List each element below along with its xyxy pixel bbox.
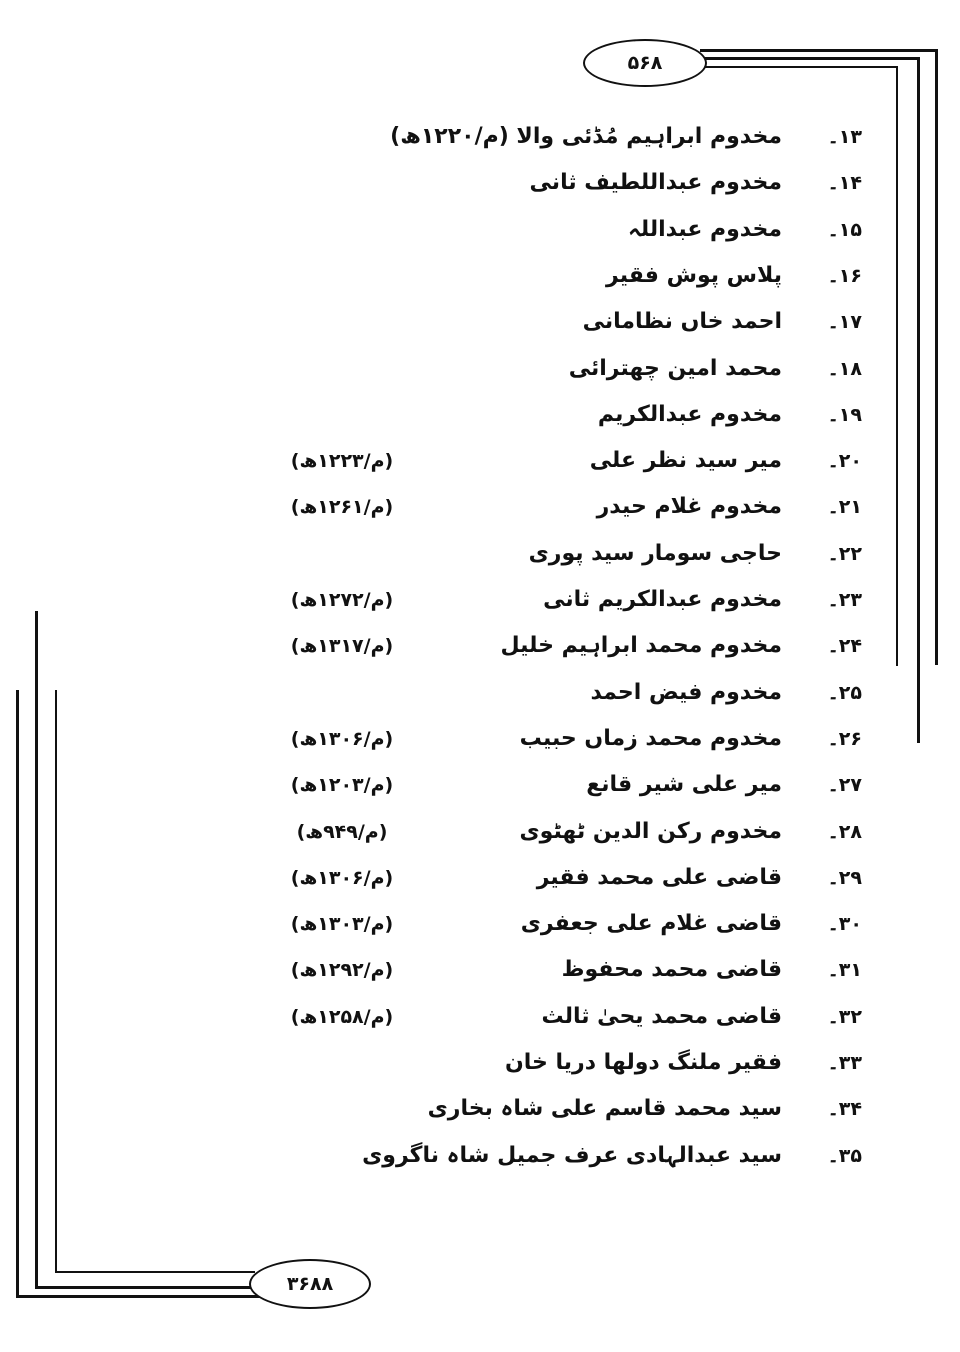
list-item [0, 716, 960, 762]
entry-name: مخدوم عبداللطیف ثانی [529, 170, 782, 195]
list-item [0, 207, 960, 253]
entry-number: ۲۱۔ [827, 496, 862, 518]
header-page-number-text: ۵۶۸ [627, 52, 663, 74]
entry-number: ۱۸۔ [827, 358, 862, 380]
list-item [0, 577, 960, 623]
entry-date: (م/۱۳۰۶ھ) [290, 728, 394, 750]
entry-number: ۱۹۔ [827, 404, 862, 426]
list-item [0, 160, 960, 206]
list-item [0, 253, 960, 299]
entry-number: ۳۱۔ [827, 959, 862, 981]
entry-name: مخدوم ابراہیم مُڈئی والا (م/۱۲۲۰ھ) [390, 124, 782, 149]
list-item [0, 114, 960, 160]
entry-number: ۳۴۔ [827, 1098, 862, 1120]
entry-date: (م/۱۲۰۳ھ) [290, 774, 394, 796]
entry-date: (م/۱۲۷۲ھ) [290, 589, 394, 611]
list-item [0, 531, 960, 577]
list-item [0, 438, 960, 484]
entry-name: فقیر ملنگ دولھا دریا خان [504, 1050, 782, 1075]
list-item [0, 670, 960, 716]
list-item [0, 392, 960, 438]
entry-date: (م/۱۲۶۱ھ) [290, 496, 394, 518]
entry-number: ۲۸۔ [827, 821, 862, 843]
entry-name: محمد امین چھترائی [568, 356, 782, 381]
entry-name: مخدوم عبدالکریم [597, 402, 782, 427]
list-item [0, 901, 960, 947]
entry-name: مخدوم محمد ابراہیم خلیل [500, 633, 782, 658]
entry-name: مخدوم محمد زماں حبیب [519, 726, 782, 751]
entry-number: ۲۴۔ [827, 635, 862, 657]
entry-name: قاضی علی محمد فقیر [536, 865, 782, 890]
entry-number: ۲۳۔ [827, 589, 862, 611]
entry-name: میر علی شیر قانع [586, 772, 782, 797]
list-item [0, 855, 960, 901]
footer-page-number-text: ۳۶۸۸ [286, 1273, 334, 1295]
entry-name: سید محمد قاسم علی شاہ بخاری [427, 1096, 782, 1121]
entry-name: سید عبدالہادی عرف جمیل شاہ ناگروی [362, 1143, 782, 1168]
entry-name: قاضی غلام علی جعفری [520, 911, 782, 936]
entry-number: ۲۵۔ [827, 682, 862, 704]
entry-number: ۳۳۔ [827, 1052, 862, 1074]
entry-name: مخدوم عبدالکریم ثانی [543, 587, 782, 612]
entry-name: قاضی محمد یحیٰ ثالث [541, 1004, 782, 1029]
entry-name: قاضی محمد محفوظ [561, 957, 782, 982]
entry-name: مخدوم رکن الدین ٹھٹوی [519, 819, 782, 844]
entry-date: (م/۱۲۲۳ھ) [290, 450, 394, 472]
entry-name: مخدوم فیض احمد [590, 680, 782, 705]
list-item [0, 1086, 960, 1132]
entry-name: احمد خاں نظامانی [582, 309, 782, 334]
list-item [0, 1040, 960, 1086]
entry-date: (م/۱۳۱۷ھ) [290, 635, 394, 657]
entry-number: ۳۵۔ [827, 1145, 862, 1167]
entry-number: ۲۰۔ [827, 450, 862, 472]
list-item [0, 299, 960, 345]
list-item [0, 947, 960, 993]
entry-number: ۳۲۔ [827, 1006, 862, 1028]
entry-date: (م/۱۲۹۲ھ) [290, 959, 394, 981]
entry-number: ۱۷۔ [827, 311, 862, 333]
list-item [0, 623, 960, 669]
entry-number: ۳۰۔ [827, 913, 862, 935]
entry-name: مخدوم غلام حیدر [596, 494, 782, 519]
entry-number: ۲۹۔ [827, 867, 862, 889]
entry-name: حاجی سومار سید پوری [528, 541, 782, 566]
entry-date: (م/۱۲۵۸ھ) [290, 1006, 394, 1028]
entry-number: ۲۷۔ [827, 774, 862, 796]
entry-number: ۲۲۔ [827, 543, 862, 565]
list-item [0, 1133, 960, 1179]
list-item [0, 809, 960, 855]
entry-name: پلاس پوش فقیر [606, 263, 782, 288]
entry-number: ۱۶۔ [827, 265, 862, 287]
entry-number: ۱۴۔ [827, 172, 862, 194]
entry-date: (م/۱۳۰۶ھ) [290, 867, 394, 889]
entry-number: ۱۳۔ [827, 126, 862, 148]
entry-date: (م/۱۳۰۳ھ) [290, 913, 394, 935]
entry-number: ۱۵۔ [827, 219, 862, 241]
list-item [0, 762, 960, 808]
entry-name: مخدوم عبداللہ [627, 217, 782, 242]
list-item [0, 484, 960, 530]
list-item [0, 994, 960, 1040]
list-item [0, 346, 960, 392]
entry-number: ۲۶۔ [827, 728, 862, 750]
entry-date: (م/۹۴۹ھ) [296, 821, 388, 843]
entry-name: میر سید نظر علی [589, 448, 782, 473]
